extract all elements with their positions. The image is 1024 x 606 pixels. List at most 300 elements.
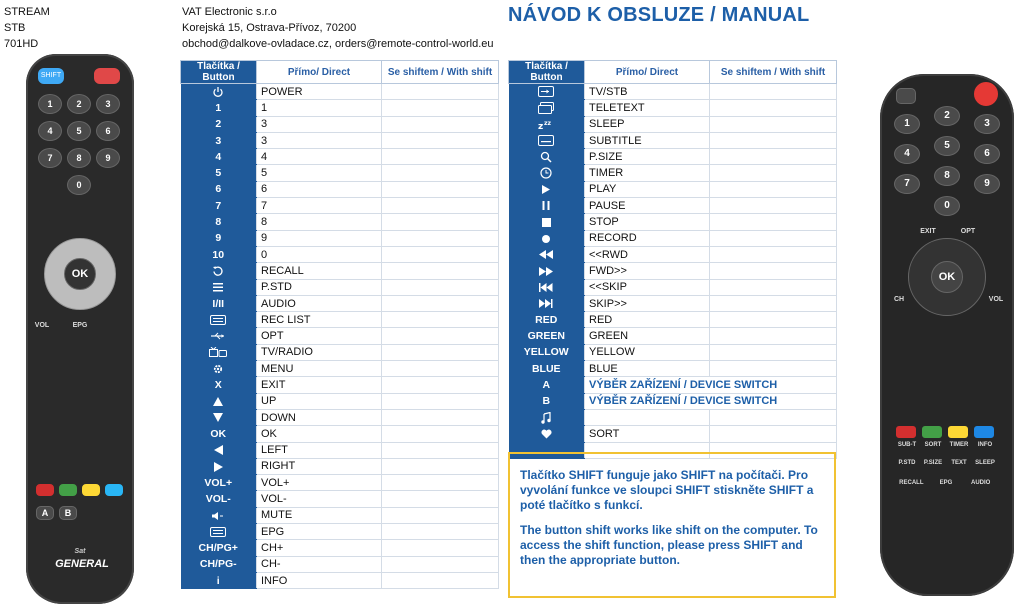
shift-function-cell: [382, 328, 499, 344]
button-key-cell: CH/PG-: [181, 556, 257, 572]
direct-function-cell: P.SIZE: [585, 149, 710, 165]
button-key-cell: 5: [181, 165, 257, 181]
header-shift: Se shiftem / With shift: [710, 61, 837, 84]
power-icon: [212, 86, 224, 98]
table-row: [181, 295, 499, 311]
shift-function-cell: [710, 295, 837, 311]
tv-radio-icon: [209, 346, 227, 358]
keyboard-icon: [210, 314, 226, 326]
table-row: [181, 230, 499, 246]
shift-function-cell: [382, 279, 499, 295]
table-row: [181, 475, 499, 491]
direct-function-cell: SLEEP: [585, 116, 710, 132]
table-row: [509, 393, 837, 409]
remote-left-image: [26, 54, 134, 604]
digit-key: 6: [974, 144, 1000, 164]
button-key-cell: [181, 328, 257, 344]
button-key-cell: 3: [181, 132, 257, 148]
button-key-cell: 7: [181, 198, 257, 214]
company-address: Korejská 15, Ostrava-Přívoz, 70200: [182, 22, 357, 34]
table-row: [509, 295, 837, 311]
direct-function-cell: 1: [257, 100, 382, 116]
button-key-cell: A: [509, 377, 585, 393]
header-shift: Se shiftem / With shift: [382, 61, 499, 84]
table-row: [181, 426, 499, 442]
direct-function-cell: MENU: [257, 361, 382, 377]
button-key-cell: BLUE: [509, 361, 585, 377]
table-row: [181, 198, 499, 214]
digit-key: 4: [894, 144, 920, 164]
stop-icon: [542, 216, 551, 228]
digit-key: 0: [934, 196, 960, 216]
table-row: [181, 572, 499, 588]
remote-key-label: P.STD: [898, 460, 916, 466]
table-row: [509, 246, 837, 262]
shift-function-cell: [382, 491, 499, 507]
button-key-cell: YELLOW: [509, 344, 585, 360]
header-direct: Přímo/ Direct: [257, 61, 382, 84]
remote-key-label: SUB-T: [897, 442, 917, 448]
shift-function-cell: [382, 393, 499, 409]
svg-text:z: z: [538, 122, 544, 131]
green-key: [59, 484, 77, 496]
shift-function-cell: [382, 312, 499, 328]
digit-key: 4: [38, 121, 62, 141]
direct-function-cell: [585, 409, 710, 425]
shift-function-cell: [710, 246, 837, 262]
shift-function-cell: [710, 181, 837, 197]
shift-note-en: The button shift works like shift on the computer. To access the shift function, please press SHIFT and then the appropriate button.: [520, 523, 818, 567]
button-key-cell: [181, 279, 257, 295]
table-row: [509, 181, 837, 197]
shift-function-cell: [710, 165, 837, 181]
direct-function-cell: 4: [257, 149, 382, 165]
remote-key-label: RECALL: [899, 480, 924, 486]
shift-function-cell: [710, 344, 837, 360]
shift-function-cell: [382, 344, 499, 360]
epg-label: EPG: [72, 322, 88, 329]
heart-icon: [541, 428, 552, 440]
up-arrow-icon: [213, 395, 223, 407]
mute-key: [896, 88, 916, 104]
brand-logo: GENERAL: [55, 558, 109, 570]
button-key-cell: VOL+: [181, 475, 257, 491]
shift-function-cell: [710, 426, 837, 442]
table-row: [181, 328, 499, 344]
digit-key: 8: [67, 148, 91, 168]
digit-key: 9: [974, 174, 1000, 194]
direct-function-cell: REC LIST: [257, 312, 382, 328]
direct-function-cell: DOWN: [257, 409, 382, 425]
direct-function-cell: 5: [257, 165, 382, 181]
shift-function-cell: [710, 149, 837, 165]
table-row: [509, 377, 837, 393]
shift-function-cell: [710, 198, 837, 214]
direct-function-cell: 6: [257, 181, 382, 197]
button-key-cell: [181, 361, 257, 377]
button-key-cell: 10: [181, 246, 257, 262]
table-row: [181, 84, 499, 100]
button-key-cell: X: [181, 377, 257, 393]
table-row: [509, 344, 837, 360]
shift-function-cell: [382, 426, 499, 442]
mute-icon: [212, 509, 224, 521]
table-row: [181, 214, 499, 230]
record-icon: [541, 232, 551, 244]
teletext-icon: [538, 102, 554, 114]
button-key-cell: 6: [181, 181, 257, 197]
table-row: [509, 328, 837, 344]
button-table-right: [508, 60, 837, 459]
digit-key: 8: [934, 166, 960, 186]
remote-key-label: SORT: [924, 442, 942, 448]
table-row: [181, 279, 499, 295]
shift-function-cell: [382, 540, 499, 556]
shift-function-cell: [710, 409, 837, 425]
shift-function-cell: [382, 263, 499, 279]
shift-function-cell: [382, 458, 499, 474]
model-info: [4, 4, 50, 52]
direct-function-cell: SUBTITLE: [585, 132, 710, 148]
svg-text:zz: zz: [544, 120, 552, 128]
shift-function-cell: [710, 132, 837, 148]
company-name: VAT Electronic s.r.o: [182, 6, 277, 18]
digit-key: 0: [67, 175, 91, 195]
shift-note: [508, 452, 836, 598]
remote-key-label: AUDIO: [970, 480, 991, 486]
table-row: [181, 409, 499, 425]
digit-key: 5: [67, 121, 91, 141]
shift-function-cell: [382, 165, 499, 181]
direct-function-cell: <<SKIP: [585, 279, 710, 295]
button-key-cell: [509, 230, 585, 246]
table-row: [509, 198, 837, 214]
direct-function-cell: 0: [257, 246, 382, 262]
shift-function-cell: [382, 361, 499, 377]
button-key-cell: [181, 524, 257, 540]
table-row: [181, 442, 499, 458]
button-key-cell: [509, 149, 585, 165]
digit-key: 7: [38, 148, 62, 168]
company-email[interactable]: obchod@dalkove-ovladace.cz, orders@remote-control-world.eu: [182, 38, 494, 50]
digit-key: 5: [934, 136, 960, 156]
button-key-cell: CH/PG+: [181, 540, 257, 556]
sleep-icon: [538, 118, 554, 130]
direct-function-cell: TV/RADIO: [257, 344, 382, 360]
shift-function-cell: [382, 442, 499, 458]
digit-key: 1: [894, 114, 920, 134]
direct-function-cell: RECALL: [257, 263, 382, 279]
digit-key: 6: [96, 121, 120, 141]
shift-function-cell: [382, 181, 499, 197]
button-key-cell: [509, 246, 585, 262]
shift-function-cell: [382, 100, 499, 116]
remote-key-label: TIMER: [949, 442, 969, 448]
opt-label: OPT: [960, 228, 976, 235]
button-key-cell: B: [509, 393, 585, 409]
button-key-cell: [509, 116, 585, 132]
table-row: [509, 409, 837, 425]
direct-function-cell: 9: [257, 230, 382, 246]
music-icon: [541, 411, 551, 423]
digit-key: 3: [96, 94, 120, 114]
button-key-cell: [181, 458, 257, 474]
table-row: [181, 458, 499, 474]
direct-function-cell: EXIT: [257, 377, 382, 393]
direct-function-cell: RECORD: [585, 230, 710, 246]
table-row: [181, 524, 499, 540]
direct-function-cell: VOL-: [257, 491, 382, 507]
direct-function-cell: 8: [257, 214, 382, 230]
direct-function-cell: CH+: [257, 540, 382, 556]
direct-function-cell: <<RWD: [585, 246, 710, 262]
digit-key: 1: [38, 94, 62, 114]
button-key-cell: 1: [181, 100, 257, 116]
shift-function-cell: [382, 409, 499, 425]
shift-function-cell: [710, 84, 837, 100]
direct-function-cell: OK: [257, 426, 382, 442]
direct-function-cell: CH-: [257, 556, 382, 572]
recall-icon: [212, 265, 224, 277]
table-row: [509, 149, 837, 165]
fast-forward-icon: [539, 265, 553, 277]
table-row: [509, 279, 837, 295]
direct-function-cell: UP: [257, 393, 382, 409]
model-line1: STREAM: [4, 6, 50, 18]
remote-key-label: EPG: [939, 480, 953, 486]
model-line2: STB: [4, 22, 26, 34]
button-key-cell: [509, 132, 585, 148]
shift-function-cell: [710, 230, 837, 246]
shift-note-cz: Tlačítko SHIFT funguje jako SHIFT na počítači. Pro vyvolání funkce ve sloupci SHIFT stiskněte SHIFT a poté tlačítko s funkcí.: [520, 468, 814, 512]
button-key-cell: 9: [181, 230, 257, 246]
table-row: [181, 181, 499, 197]
table-row: [181, 344, 499, 360]
direct-function-cell: AUDIO: [257, 295, 382, 311]
header-button: Tlačítka / Button: [509, 61, 585, 84]
shift-function-cell: [710, 279, 837, 295]
digit-key: 2: [67, 94, 91, 114]
button-key-cell: VOL-: [181, 491, 257, 507]
skip-back-icon: [539, 281, 553, 293]
button-key-cell: 2: [181, 116, 257, 132]
button-key-cell: [509, 263, 585, 279]
button-key-cell: [509, 409, 585, 425]
b-key: B: [59, 506, 77, 520]
digit-key: 9: [96, 148, 120, 168]
direct-function-cell: RED: [585, 312, 710, 328]
shift-key: SHIFT: [38, 68, 64, 84]
clock-icon: [540, 167, 552, 179]
digit-key: 2: [934, 106, 960, 126]
direct-function-cell: EPG: [257, 524, 382, 540]
shift-function-cell: [382, 507, 499, 523]
exit-label: EXIT: [920, 228, 936, 235]
shift-function-cell: [382, 475, 499, 491]
direct-function-cell: P.STD: [257, 279, 382, 295]
table-row: [181, 149, 499, 165]
blue-key: [105, 484, 123, 496]
shift-function-cell: [382, 524, 499, 540]
right-arrow-icon: [214, 460, 223, 472]
subtitle-icon: [538, 135, 554, 147]
shift-function-cell: [710, 361, 837, 377]
direct-function-cell: TIMER: [585, 165, 710, 181]
direct-function-cell: TV/STB: [585, 84, 710, 100]
table-row: [181, 312, 499, 328]
vol-label: VOL: [34, 322, 50, 329]
direct-function-cell: FWD>>: [585, 263, 710, 279]
table-row: [509, 132, 837, 148]
button-key-cell: [181, 84, 257, 100]
button-key-cell: [509, 181, 585, 197]
button-key-cell: [181, 507, 257, 523]
device-switch-cell: VÝBĚR ZAŘÍZENÍ / DEVICE SWITCH: [585, 377, 837, 393]
direct-function-cell: RIGHT: [257, 458, 382, 474]
blue-key: [974, 426, 994, 438]
shift-function-cell: [710, 116, 837, 132]
table-row: [509, 361, 837, 377]
button-key-cell: [509, 279, 585, 295]
table-row: [181, 246, 499, 262]
direct-function-cell: MUTE: [257, 507, 382, 523]
table-row: [509, 84, 837, 100]
shift-function-cell: [382, 230, 499, 246]
zoom-icon: [540, 151, 552, 163]
direct-function-cell: TELETEXT: [585, 100, 710, 116]
red-key: [36, 484, 54, 496]
button-key-cell: [509, 100, 585, 116]
table-row: [181, 491, 499, 507]
yellow-key: [82, 484, 100, 496]
direct-function-cell: SKIP>>: [585, 295, 710, 311]
power-key: [94, 68, 120, 84]
green-key: [922, 426, 942, 438]
direct-function-cell: VOL+: [257, 475, 382, 491]
direct-function-cell: 3: [257, 116, 382, 132]
table-row: [181, 165, 499, 181]
table-row: [509, 230, 837, 246]
button-key-cell: I/II: [181, 295, 257, 311]
pause-icon: [542, 200, 550, 212]
ok-key: OK: [64, 258, 96, 290]
button-key-cell: OK: [181, 426, 257, 442]
button-key-cell: [181, 393, 257, 409]
shift-function-cell: [382, 116, 499, 132]
sat-logo: Sat: [74, 548, 86, 555]
table-row: [509, 214, 837, 230]
shift-function-cell: [382, 84, 499, 100]
direct-function-cell: OPT: [257, 328, 382, 344]
button-key-cell: i: [181, 572, 257, 588]
header-direct: Přímo/ Direct: [585, 61, 710, 84]
remote-key-label: SLEEP: [975, 460, 995, 466]
button-key-cell: 4: [181, 149, 257, 165]
usb-icon: [210, 330, 226, 342]
ok-key: OK: [931, 261, 963, 293]
page-title: NÁVOD K OBSLUZE / MANUAL: [508, 4, 810, 26]
table-row: [509, 100, 837, 116]
red-key: [896, 426, 916, 438]
shift-function-cell: [382, 198, 499, 214]
remote-key-label: INFO: [977, 442, 993, 448]
power-key: [974, 82, 998, 106]
shift-function-cell: [710, 214, 837, 230]
list-icon: [212, 281, 224, 293]
shift-function-cell: [382, 295, 499, 311]
table-row: [181, 393, 499, 409]
button-key-cell: [509, 426, 585, 442]
shift-function-cell: [382, 572, 499, 588]
table-row: [181, 263, 499, 279]
down-arrow-icon: [213, 412, 223, 424]
table-row: [181, 361, 499, 377]
table-row: [181, 507, 499, 523]
direct-function-cell: BLUE: [585, 361, 710, 377]
button-table-left: [180, 60, 499, 589]
direct-function-cell: 7: [257, 198, 382, 214]
table-row: [509, 165, 837, 181]
direct-function-cell: GREEN: [585, 328, 710, 344]
table-row: [181, 132, 499, 148]
shift-function-cell: [382, 377, 499, 393]
yellow-key: [948, 426, 968, 438]
direct-function-cell: PLAY: [585, 181, 710, 197]
play-icon: [542, 183, 550, 195]
button-key-cell: 8: [181, 214, 257, 230]
table-row: [509, 263, 837, 279]
button-key-cell: [181, 409, 257, 425]
button-key-cell: [509, 165, 585, 181]
remote-key-label: P.SIZE: [923, 460, 943, 466]
shift-function-cell: [710, 312, 837, 328]
vol-label: VOL: [988, 296, 1004, 303]
ch-label: CH: [893, 296, 905, 303]
table-row: [181, 100, 499, 116]
direct-function-cell: 3: [257, 132, 382, 148]
button-key-cell: [181, 312, 257, 328]
direct-function-cell: YELLOW: [585, 344, 710, 360]
button-key-cell: GREEN: [509, 328, 585, 344]
table-row: [509, 426, 837, 442]
shift-function-cell: [710, 328, 837, 344]
direct-function-cell: SORT: [585, 426, 710, 442]
direct-function-cell: POWER: [257, 84, 382, 100]
left-arrow-icon: [214, 444, 223, 456]
remote-right-image: [880, 74, 1014, 596]
input-icon: [538, 86, 554, 98]
shift-function-cell: [382, 132, 499, 148]
table-row: [181, 540, 499, 556]
shift-function-cell: [382, 246, 499, 262]
digit-key: 3: [974, 114, 1000, 134]
header-button: Tlačítka / Button: [181, 61, 257, 84]
direct-function-cell: PAUSE: [585, 198, 710, 214]
company-info: [182, 4, 494, 52]
button-key-cell: [509, 214, 585, 230]
gear-icon: [212, 363, 224, 375]
a-key: A: [36, 506, 54, 520]
direct-function-cell: LEFT: [257, 442, 382, 458]
table-row: [509, 116, 837, 132]
table-row: [509, 312, 837, 328]
button-key-cell: [181, 442, 257, 458]
digit-key: 7: [894, 174, 920, 194]
button-key-cell: [509, 84, 585, 100]
button-key-cell: RED: [509, 312, 585, 328]
shift-function-cell: [710, 100, 837, 116]
button-key-cell: [509, 198, 585, 214]
